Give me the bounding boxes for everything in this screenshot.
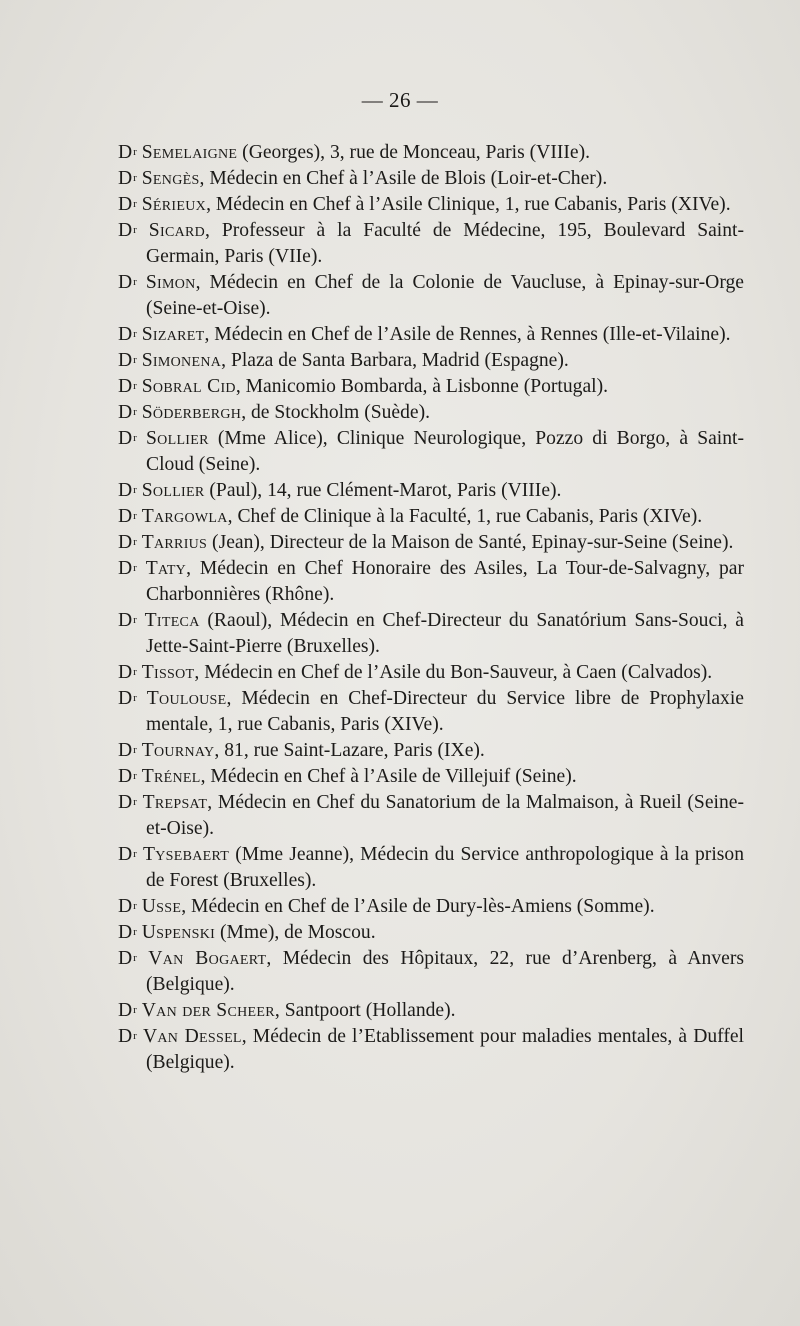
- list-item: [118, 894, 744, 920]
- doctor-title: $D^r$: [118, 220, 137, 241]
- doctor-title: $D^r$: [118, 740, 137, 761]
- list-item: [118, 790, 744, 842]
- member-details: (Raoul), Médecin en Chef-Directeur du Sanatórium Sans-Souci, à Jette-Saint-Pierre (Bruxelles).: [146, 610, 744, 657]
- doctor-title: $D^r$: [118, 766, 137, 787]
- member-name: Simonena: [141, 350, 222, 371]
- list-item: [118, 192, 744, 218]
- doctor-title: $D^r$: [118, 402, 137, 423]
- doctor-title: $D^r$: [118, 480, 137, 501]
- list-item: [118, 374, 744, 400]
- list-item: [118, 686, 744, 738]
- doctor-title: $D^r$: [118, 844, 137, 865]
- member-name: Sérieux: [141, 194, 207, 215]
- list-item: [118, 426, 744, 478]
- member-name: Tysebaert: [142, 844, 230, 865]
- member-details: , de Stockholm (Suède).: [241, 402, 431, 423]
- doctor-title: $D^r$: [118, 350, 137, 371]
- page-number: — 26 —: [361, 88, 439, 112]
- member-details: (Georges), 3, rue de Monceau, Paris (VIIIe).: [237, 142, 591, 163]
- doctor-title: $D^r$: [118, 194, 137, 215]
- member-details: , Médecin en Chef de l’Asile de Dury-lès-Amiens (Somme).: [181, 896, 655, 917]
- member-name: Toulouse: [146, 688, 227, 709]
- member-name: Tournay: [141, 740, 215, 761]
- member-details: , Chef de Clinique à la Faculté, 1, rue Cabanis, Paris (XIVe).: [227, 506, 703, 527]
- member-details: , 81, rue Saint-Lazare, Paris (IXe).: [214, 740, 485, 761]
- member-name: Van der Scheer: [141, 1000, 275, 1021]
- list-item: [118, 556, 744, 608]
- member-name: Sicard: [148, 220, 206, 241]
- member-name: Sollier: [145, 428, 209, 449]
- list-item: [118, 920, 744, 946]
- member-name: Söderbergh: [141, 402, 242, 423]
- doctor-title: $D^r$: [118, 610, 137, 631]
- member-details: , Médecin en Chef de l’Asile du Bon-Sauveur, à Caen (Calvados).: [194, 662, 713, 683]
- member-details: , Médecin de l’Etablissement pour maladies mentales, à Duffel (Belgique).: [146, 1026, 744, 1073]
- member-list: [118, 140, 744, 1076]
- member-details: (Jean), Directeur de la Maison de Santé, Epinay-sur-Seine (Seine).: [207, 532, 734, 553]
- list-item: [118, 140, 744, 166]
- doctor-title: $D^r$: [118, 168, 137, 189]
- doctor-title: $D^r$: [118, 324, 137, 345]
- doctor-title: $D^r$: [118, 896, 137, 917]
- list-item: [118, 842, 744, 894]
- member-name: Uspenski: [141, 922, 216, 943]
- doctor-title: $D^r$: [118, 688, 137, 709]
- member-details: , Médecin en Chef à l’Asile Clinique, 1, rue Cabanis, Paris (XIVe).: [206, 194, 731, 215]
- member-details: , Médecin en Chef de la Colonie de Vaucluse, à Epinay-sur-Orge (Seine-et-Oise).: [146, 272, 744, 319]
- member-name: Titeca: [144, 610, 200, 631]
- member-details: , Médecin en Chef du Sanatorium de la Malmaison, à Rueil (Seine-et-Oise).: [146, 792, 744, 839]
- member-name: Sobral Cid: [141, 376, 236, 397]
- list-item: [118, 530, 744, 556]
- list-item: [118, 218, 744, 270]
- member-details: , Médecin en Chef-Directeur du Service libre de Prophylaxie mentale, 1, rue Cabanis, Paris (XIVe).: [146, 688, 744, 735]
- member-details: (Mme), de Moscou.: [215, 922, 376, 943]
- member-name: Sollier: [141, 480, 205, 501]
- list-item: [118, 166, 744, 192]
- list-item: [118, 348, 744, 374]
- member-details: , Médecin en Chef Honoraire des Asiles, La Tour-de-Salvagny, par Charbonnières (Rhône).: [146, 558, 744, 605]
- list-item: [118, 998, 744, 1024]
- member-name: Usse: [141, 896, 182, 917]
- doctor-title: $D^r$: [118, 506, 137, 527]
- member-name: Trénel: [141, 766, 201, 787]
- member-name: Van Bogaert: [148, 948, 267, 969]
- list-item: [118, 738, 744, 764]
- member-name: Tissot: [141, 662, 195, 683]
- member-name: Van Dessel: [142, 1026, 242, 1047]
- member-details: (Mme Alice), Clinique Neurologique, Pozzo di Borgo, à Saint-Cloud (Seine).: [146, 428, 744, 475]
- doctor-title: $D^r$: [118, 376, 137, 397]
- list-item: [118, 660, 744, 686]
- member-details: , Professeur à la Faculté de Médecine, 195, Boulevard Saint-Germain, Paris (VIIe).: [146, 220, 744, 267]
- list-item: [118, 504, 744, 530]
- member-name: Sengès: [141, 168, 200, 189]
- member-details: , Médecin en Chef à l’Asile de Villejuif (Seine).: [200, 766, 577, 787]
- list-item: [118, 608, 744, 660]
- member-name: Taty: [145, 558, 187, 579]
- doctor-title: $D^r$: [118, 272, 137, 293]
- doctor-title: $D^r$: [118, 428, 137, 449]
- member-details: (Paul), 14, rue Clément-Marot, Paris (VIIIe).: [204, 480, 562, 501]
- member-details: , Plaza de Santa Barbara, Madrid (Espagne).: [221, 350, 569, 371]
- member-name: Sizaret: [141, 324, 205, 345]
- list-item: [118, 764, 744, 790]
- list-item: [118, 270, 744, 322]
- doctor-title: $D^r$: [118, 1000, 137, 1021]
- member-details: , Santpoort (Hollande).: [274, 1000, 456, 1021]
- doctor-title: $D^r$: [118, 662, 137, 683]
- member-name: Tarrius: [141, 532, 208, 553]
- doctor-title: $D^r$: [118, 1026, 137, 1047]
- doctor-title: $D^r$: [118, 142, 137, 163]
- member-details: , Médecin en Chef à l’Asile de Blois (Loir-et-Cher).: [199, 168, 608, 189]
- list-item: [118, 400, 744, 426]
- list-item: [118, 322, 744, 348]
- list-item: [118, 478, 744, 504]
- member-name: Targowla: [141, 506, 228, 527]
- list-item: [118, 946, 744, 998]
- doctor-title: $D^r$: [118, 792, 137, 813]
- doctor-title: $D^r$: [118, 532, 137, 553]
- list-item: [118, 1024, 744, 1076]
- member-name: Trepsat: [142, 792, 208, 813]
- doctor-title: $D^r$: [118, 558, 137, 579]
- member-details: , Médecin en Chef de l’Asile de Rennes, à Rennes (Ille-et-Vilaine).: [204, 324, 731, 345]
- member-name: Semelaigne: [141, 142, 238, 163]
- member-details: (Mme Jeanne), Médecin du Service anthropologique à la prison de Forest (Bruxelles).: [146, 844, 744, 891]
- doctor-title: $D^r$: [118, 948, 137, 969]
- member-details: , Médecin des Hôpitaux, 22, rue d’Arenberg, à Anvers (Belgique).: [146, 948, 744, 995]
- doctor-title: $D^r$: [118, 922, 137, 943]
- member-name: Simon: [145, 272, 196, 293]
- member-details: , Manicomio Bombarda, à Lisbonne (Portugal).: [235, 376, 609, 397]
